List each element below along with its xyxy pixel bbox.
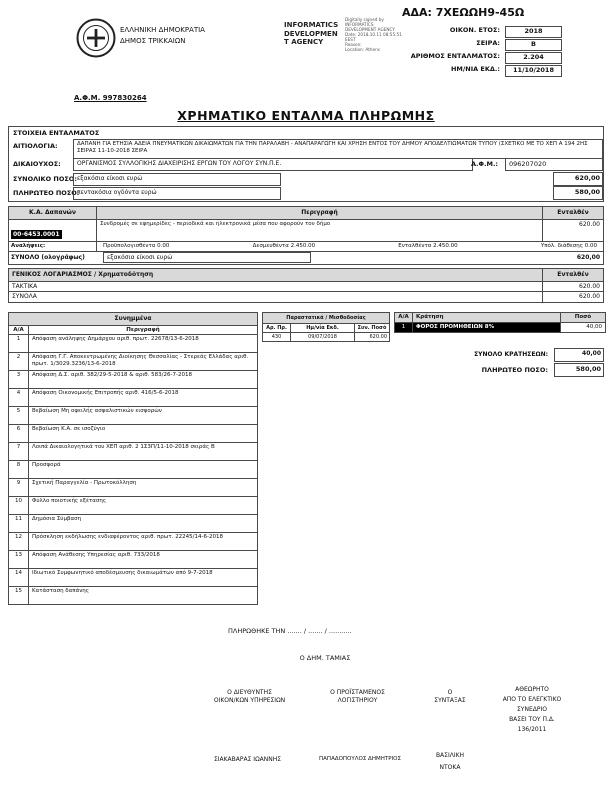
attachment-row xyxy=(9,496,257,514)
attachment-description: Βεβαίωση Κ.Α. σε ισοζύγιο xyxy=(32,426,106,433)
attachment-row xyxy=(9,460,257,478)
signature-role-line: ΛΟΓΙΣΤΗΡΙΟΥ xyxy=(337,696,378,704)
voucher-num-header: Αρ. Πρ. xyxy=(263,324,291,332)
stamp-line: ΣΥΝΕΔΡΙΟ xyxy=(517,706,547,713)
attachment-row xyxy=(9,550,257,568)
attachment-description: Προσφορά xyxy=(32,462,61,469)
attachment-row xyxy=(9,586,257,604)
expense-desc-value: Συνδρομές σε εφημερίδες - περιοδικά και ηλεκτρονικά μέσα που αφορούν τον δήμο xyxy=(97,220,543,241)
expense-code-table xyxy=(8,206,604,265)
deduction-name-header: Κράτηση xyxy=(413,313,561,322)
attachment-description: Δημόσια Σύμβαση xyxy=(32,516,82,523)
fiscal-year-value: 2018 xyxy=(505,26,562,38)
audit-exemption-stamp xyxy=(482,685,582,735)
attachment-number: 4 xyxy=(9,389,29,406)
attachment-number: 1 xyxy=(9,335,29,352)
order-number-label: ΑΡΙΘΜΟΣ ΕΝΤΑΛΜΑΤΟΣ: xyxy=(410,52,500,60)
agency-line: INFORMATICS xyxy=(284,21,339,29)
voucher-amount-header: Συν. Ποσό xyxy=(357,325,387,331)
series-label: ΣΕΙΡΑ: xyxy=(476,39,500,47)
deductions-header-row xyxy=(395,313,605,323)
voucher-number: 430 xyxy=(263,333,291,341)
attachment-row xyxy=(9,406,257,424)
payable-amount-words: πεντακόσια ογδόντα ευρώ xyxy=(73,187,281,200)
attachment-number: 14 xyxy=(9,569,29,586)
attachment-row xyxy=(9,478,257,496)
signature-line: EEST xyxy=(345,37,356,42)
signature-agency-block xyxy=(284,21,338,47)
field-issue-date xyxy=(395,65,600,77)
stamp-line: ΑΘΕΩΡΗΤΟ xyxy=(515,686,549,693)
justification-value: ΔΑΠΑΝΗ ΓΙΑ ΕΤΗΣΙΑ ΑΔΕΙΑ ΠΝΕΥΜΑΤΙΚΩΝ ΔΙΚΑΙΩΜΑΤΩΝ ΓΙΑ ΤΗΝ ΠΑΡΑΛΑΒΗ - ΑΝΑΠΑΡΑΓΩΓΗ ΚΑΙ ΧΡΗΣΗ ΕΝΤΟΣ ΤΟΥ ΔΗΜΟΥ ΑΠΟΔΕΛΤΙΩΜΑΤΩΝ ΤΥΠΟΥ (ΣΧΕΤΙΚΟ ΜΕ ΤΟ ΧΕΠ Α 194 2ΗΣ ΣΕΙΡΑΣ 11-10-2018 ΣΕΙΡΑ xyxy=(73,139,603,159)
stat-remaining: Υπόλ. διάθεσης 0.00 xyxy=(540,242,597,249)
details-section-title: ΣΤΟΙΧΕΙΑ ΕΝΤΑΛΜΑΤΟΣ xyxy=(13,129,100,137)
stat-committed: Δεσμευθέντα 2.450.00 xyxy=(252,242,316,249)
agency-line: DEVELOPMEN xyxy=(284,29,338,38)
deduction-amount: 40,00 xyxy=(586,323,602,330)
deductions-table xyxy=(394,312,606,333)
expense-code-value: 00-6453.0001 xyxy=(13,230,60,238)
attachment-number: 8 xyxy=(9,461,29,478)
municipality-label: ΔΗΜΟΣ ΤΡΙΚΚΑΙΩΝ xyxy=(120,37,186,45)
field-order-number xyxy=(395,52,600,64)
attachments-title: Συνημμένα xyxy=(9,313,257,325)
beneficiary-label: ΔΙΚΑΙΟΥΧΟΣ: xyxy=(13,160,61,168)
fiscal-year-label: ΟΙΚΟΝ. ΕΤΟΣ: xyxy=(449,26,500,34)
expense-code-cell xyxy=(9,220,97,241)
voucher-date-header: Ημ/νία Εκδ. xyxy=(291,324,355,332)
attachment-row xyxy=(9,568,257,586)
expense-total-label: ΣΥΝΟΛΟ (ολογράφως) xyxy=(11,253,85,261)
attachment-number: 3 xyxy=(9,371,29,388)
expense-desc-header: Περιγραφή xyxy=(97,207,543,219)
attachments-desc-header: Περιγραφή xyxy=(126,326,160,333)
deductions-total-row xyxy=(394,348,604,362)
attachment-description: Ιδιωτικό Συμφωνητικό αποδέσμευσης δικαιωμάτων από 9-7-2018 xyxy=(32,570,213,577)
commitments-stats xyxy=(97,242,603,251)
signature-director xyxy=(192,689,307,704)
attachment-description: Φύλλο ποιοτικής εξέτασης xyxy=(32,498,107,505)
attachment-number: 7 xyxy=(9,443,29,460)
gl-header-label: ΓΕΝΙΚΟΣ ΛΟΓΑΡΙΑΣΜΟΣ / Χρηματοδότηση xyxy=(9,269,543,281)
signature-role-line: Ο ΠΡΟΪΣΤΑΜΕΝΟΣ xyxy=(330,689,385,696)
signature-name-line: ΝΤΟΚΑ xyxy=(439,763,461,771)
expense-amount-value: 620.00 xyxy=(579,220,600,228)
issue-date-value: 11/10/2018 xyxy=(505,65,562,77)
gl-row-label: ΣΥΝΟΛΑ xyxy=(9,292,543,302)
deduction-num-header: Α/Α xyxy=(395,313,413,322)
attachment-description: Απόφαση Ανάθεσης Υπηρεσίας αριθ. 733/2018 xyxy=(32,552,160,559)
beneficiary-afm-value: 096207020 xyxy=(505,158,603,171)
expense-total-amount: 620,00 xyxy=(576,253,600,261)
order-number-value: 2.204 xyxy=(505,52,562,64)
signature-author xyxy=(425,689,475,704)
expense-code-header: Κ.Α. Δαπανών xyxy=(9,207,97,219)
ada-number: ΑΔΑ: 7ΧΕΩΩΗ9-45Ω xyxy=(402,6,525,19)
deduction-row xyxy=(395,323,605,332)
general-ledger-table xyxy=(8,268,604,303)
attachment-description: Απόφαση Δ.Σ. αριθ. 382/29-5-2018 & αριθ. 583/26-7-2018 xyxy=(32,372,192,379)
gl-header-row xyxy=(9,269,603,282)
signature-line: Date: 2018.10.11 08:55:51 xyxy=(345,32,402,37)
total-amount-value: 620,00 xyxy=(553,172,603,186)
field-fiscal-year xyxy=(395,26,600,38)
signature-line: Location: Athens xyxy=(345,47,380,52)
signature-name-line: ΒΑΣΙΛΙΚΗ xyxy=(435,752,465,759)
field-series xyxy=(395,39,600,51)
signature-name-director: ΣΙΑΚΑΒΑΡΑΣ ΙΩΑΝΝΗΣ xyxy=(213,756,282,763)
attachment-number: 5 xyxy=(9,407,29,424)
commitments-row xyxy=(9,242,603,252)
republic-label: ΕΛΛΗΝΙΚΗ ΔΗΜΟΚΡΑΤΙΑ xyxy=(120,26,205,34)
stamp-line: ΒΑΣΕΙ ΤΟΥ Π.Δ. xyxy=(509,716,555,723)
attachment-description: Απόφαση ανάληψης Δημάρχου αριθ. πρωτ. 22678/13-6-2018 xyxy=(32,336,199,343)
attachments-header-row xyxy=(9,325,257,335)
justification-label: ΑΙΤΙΟΛΟΓΙΑ: xyxy=(13,142,58,150)
stat-ordered: Ενταλθέντα 2.450.00 xyxy=(398,242,458,249)
expense-table-header-row xyxy=(9,207,603,220)
stamp-line: 136/2011 xyxy=(517,726,547,733)
gl-row-totals xyxy=(9,292,603,302)
attachment-description: Κατάσταση δαπάνης xyxy=(32,588,90,595)
signature-role-line: Ο ΔΙΕΥΘΥΝΤΗΣ xyxy=(227,689,272,696)
deductions-total-value: 40,00 xyxy=(554,348,604,362)
net-payable-label: ΠΛΗΡΩΤΕΟ ΠΟΣΟ: xyxy=(481,366,548,374)
issue-date-label: ΗΜ/ΝΙΑ ΕΚΔ.: xyxy=(450,65,500,73)
page-title: ΧΡΗΜΑΤΙΚΟ ΕΝΤΑΛΜΑ ΠΛΗΡΩΜΗΣ xyxy=(177,108,435,123)
treasurer-title: Ο ΔΗΜ. ΤΑΜΙΑΣ xyxy=(299,654,351,662)
attachment-row xyxy=(9,424,257,442)
total-amount-label: ΣΥΝΟΛΙΚΟ ΠΟΣΟ: xyxy=(13,175,77,183)
total-amount-words: εξακόσια είκοσι ευρώ xyxy=(73,173,281,186)
beneficiary-afm-label: Α.Φ.Μ.: xyxy=(471,160,499,168)
voucher-row xyxy=(263,333,389,341)
vouchers-table xyxy=(262,312,390,342)
attachment-row xyxy=(9,442,257,460)
commitments-label: Αναλήψεις: xyxy=(9,242,97,251)
expense-table-row xyxy=(9,220,603,242)
deduction-amount-header: Ποσό xyxy=(574,314,592,320)
signature-line: Digitally signed by xyxy=(345,17,384,22)
attachment-number: 13 xyxy=(9,551,29,568)
attachment-description: Σχετική Παραγγελία - Πρωτοκόλληση xyxy=(32,480,137,487)
attachment-description: Λοιπά Δικαιολογητικά του ΧΕΠ αριθ. 2 1Σ3Π/11-10-2018 σειράς Β xyxy=(32,444,215,451)
signature-role-line: ΟΙΚΟΝ/ΚΩΝ ΥΠΗΡΕΣΙΩΝ xyxy=(213,696,286,704)
signature-role-line: Ο xyxy=(447,689,453,696)
net-payable-value: 580,00 xyxy=(554,363,604,377)
attachment-number: 9 xyxy=(9,479,29,496)
attachment-row xyxy=(9,370,257,388)
attachment-row xyxy=(9,334,257,352)
beneficiary-value: ΟΡΓΑΝΙΣΜΟΣ ΣΥΛΛΟΓΙΚΗΣ ΔΙΑΧΕΙΡΙΣΗΣ ΕΡΓΩΝ ΤΟΥ ΛΟΓΟΥ ΣΥΝ.Π.Ε. xyxy=(73,158,473,171)
vouchers-header-row xyxy=(263,323,389,333)
voucher-date: 09/07/2018 xyxy=(291,333,355,341)
attachment-description: Βεβαίωση Μη οφειλής ασφαλιστικών εισφορών xyxy=(32,408,162,415)
signature-accounting-head xyxy=(310,689,405,704)
order-details-section xyxy=(8,126,604,202)
payable-amount-label: ΠΛΗΡΩΤΕΟ ΠΟΣΟ: xyxy=(13,189,80,197)
attachment-number: 11 xyxy=(9,515,29,532)
municipality-afm: Α.Φ.Μ. 997830264 xyxy=(74,94,147,102)
net-payable-row xyxy=(394,363,604,377)
payable-amount-value: 580,00 xyxy=(553,186,603,200)
municipality-emblem-icon xyxy=(76,18,116,62)
voucher-amount: 620.00 xyxy=(369,334,387,340)
attachments-table xyxy=(8,312,258,605)
attachment-row xyxy=(9,514,257,532)
paid-on-line: ΠΛΗΡΩΘΗΚΕ ΤΗΝ ....... / ....... / ........... xyxy=(228,627,352,635)
expense-total-words: εξακόσια είκοσι ευρώ xyxy=(103,252,311,264)
expense-amount-header: Ενταλθέν xyxy=(557,209,589,216)
expense-total-row xyxy=(9,252,603,264)
stat-budgeted: Προϋπολογισθέντα 0.00 xyxy=(103,242,170,249)
deduction-name: ΦΟΡΟΣ ΠΡΟΜΗΘΕΙΩΝ 8% xyxy=(413,323,561,332)
attachment-description: Απόφαση Οικονομικής Επιτροπής αριθ. 416/5-6-2018 xyxy=(32,390,179,397)
gl-row-amount: 620.00 xyxy=(579,282,600,290)
attachment-number: 6 xyxy=(9,425,29,442)
signature-name-author xyxy=(425,752,475,771)
vouchers-title: Παραστατικά / Μισθοδοσίας xyxy=(263,313,389,323)
attachment-number: 12 xyxy=(9,533,29,550)
attachment-row xyxy=(9,532,257,550)
deduction-number: 1 xyxy=(395,323,413,332)
gl-row-regular xyxy=(9,282,603,293)
signature-line: INFORMATICS xyxy=(345,22,374,27)
gl-amount-header: Ενταλθέν xyxy=(543,269,603,281)
stamp-line: ΑΠΟ ΤΟ ΕΛΕΓΚΤΙΚΟ xyxy=(502,696,562,703)
signature-name-accounting-head: ΠΑΠΑΔΟΠΟΥΛΟΣ ΔΗΜΗΤΡΙΟΣ xyxy=(319,756,401,762)
attachment-number: 10 xyxy=(9,497,29,514)
signature-line: DEVELOPMENT AGENCY xyxy=(345,27,395,32)
gl-row-amount: 620.00 xyxy=(579,293,600,300)
attachment-description: Απόφαση Γ.Γ. Αποκεντρωμένης Διοίκησης Θεσσαλίας - Στερεάς Ελλάδας αριθ. πρωτ. 1/3029.3236/13-6-2018 xyxy=(32,354,249,368)
attachment-row xyxy=(9,388,257,406)
attachment-row xyxy=(9,352,257,370)
gl-row-label: ΤΑΚΤΙΚΑ xyxy=(9,282,543,292)
signature-role-line: ΣΥΝΤΑΞΑΣ xyxy=(434,696,466,704)
signature-line: Reason: xyxy=(345,42,362,47)
attachment-description: Πρόσκληση εκδήλωσης ενδιαφέροντος αριθ. πρωτ. 22245/14-6-2018 xyxy=(32,534,224,541)
series-value: Β xyxy=(505,39,562,51)
agency-line: T AGENCY xyxy=(284,38,324,46)
attachment-number: 15 xyxy=(9,587,29,604)
attachment-number: 2 xyxy=(9,353,29,370)
attachments-num-header: Α/Α xyxy=(9,326,29,335)
deductions-total-label: ΣΥΝΟΛΟ ΚΡΑΤΗΣΕΩΝ: xyxy=(474,351,548,359)
